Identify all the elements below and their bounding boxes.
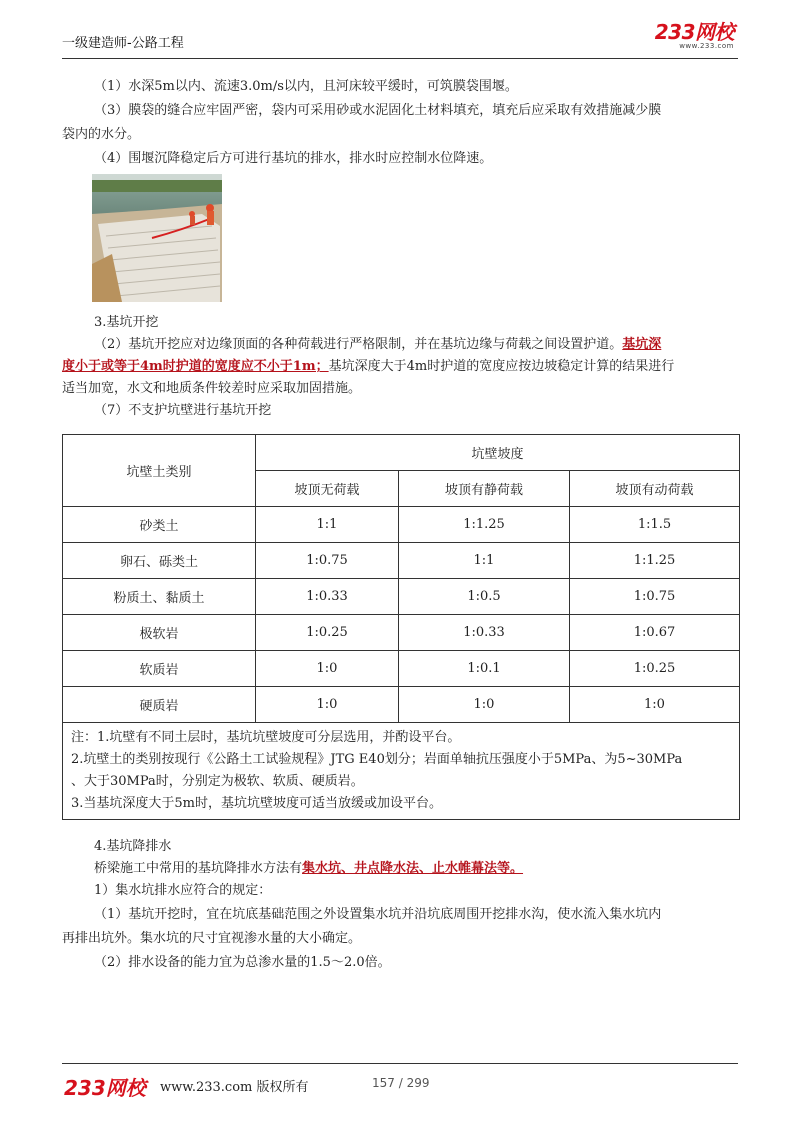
table-cell: 1:0.25 — [256, 615, 399, 651]
section-3-p1-emphasis-2: 度小于或等于4m时护道的宽度应不小于1m； — [62, 359, 329, 374]
table-cell-soil-type: 砂类土 — [63, 507, 256, 543]
table-cell: 1:1 — [399, 543, 570, 579]
table-cell: 1:0.1 — [399, 651, 570, 687]
brand-logo[interactable] — [655, 22, 734, 50]
table-notes-row — [63, 723, 740, 820]
table-cell: 1:1.25 — [570, 543, 740, 579]
table-cell-soil-type: 软质岩 — [63, 651, 256, 687]
page-header-title: 一级建造师-公路工程 — [62, 36, 184, 51]
footer-logo[interactable]: 233网校 — [64, 1076, 146, 1100]
table-cell: 1:0 — [570, 687, 740, 723]
table-note-3: 3.当基坑深度大于5m时，基坑坑壁坡度可适当放缓或加设平台。 — [71, 796, 443, 811]
section-4-heading: 4.基坑降排水 — [94, 839, 172, 854]
cofferdam-photo — [92, 174, 222, 302]
section-3-paragraph-1-line-2 — [62, 356, 674, 378]
section-4-paragraph-3b: 再排出坑外。集水坑的尺寸宜视渗水量的大小确定。 — [62, 931, 362, 946]
section-3-heading: 3.基坑开挖 — [94, 315, 159, 330]
intro-paragraph-2b: 袋内的水分。 — [62, 127, 141, 142]
table-cell: 1:0.75 — [256, 543, 399, 579]
table-subheader-dynamic-load: 坡顶有动荷载 — [570, 471, 740, 507]
intro-paragraph-1: （1）水深5m以内、流速3.0m/s以内，且河床较平缓时，可筑膜袋围堰。 — [94, 79, 518, 94]
table-row — [63, 543, 740, 579]
section-4-paragraph-2: 1）集水坑排水应符合的规定： — [94, 883, 272, 898]
table-cell: 1:0 — [256, 651, 399, 687]
page-header — [62, 22, 738, 59]
brand-logo-url: www.233.com — [679, 42, 734, 50]
brand-logo-mark: 233网校 — [654, 20, 734, 44]
table-cell: 1:0.75 — [570, 579, 740, 615]
table-cell: 1:0.5 — [399, 579, 570, 615]
section-3-paragraph-1-line-3: 适当加宽，水文和地质条件较差时应采取加固措施。 — [62, 381, 362, 396]
table-header-slope-group: 坑壁坡度 — [256, 435, 740, 471]
footer-copyright: www.233.com 版权所有 — [160, 1080, 309, 1095]
table-note-2a: 2.坑壁土的类别按现行《公路土工试验规程》JTG E40划分；岩面单轴抗压强度小于5MPa、为5~30MPa — [71, 752, 683, 767]
table-cell: 1:0.33 — [399, 615, 570, 651]
table-cell: 1:1.5 — [570, 507, 740, 543]
table-cell: 1:1.25 — [399, 507, 570, 543]
table-cell: 1:1 — [256, 507, 399, 543]
table-subheader-no-load: 坡顶无荷载 — [256, 471, 399, 507]
table-header-soil-type: 坑壁土类别 — [63, 435, 256, 507]
section-3-paragraph-2: （7）不支护坑壁进行基坑开挖 — [94, 403, 272, 418]
section-4-p1-start: 桥梁施工中常用的基坑降排水方法有 — [94, 861, 303, 876]
page-number: 157 / 299 — [372, 1076, 430, 1090]
table-row — [63, 615, 740, 651]
table-row — [63, 507, 740, 543]
section-3-p1-rest: 基坑深度大于4m时护道的宽度应按边坡稳定计算的结果进行 — [328, 359, 675, 374]
table-note-1: 注：1.坑壁有不同土层时，基坑坑壁坡度可分层选用，并酌设平台。 — [71, 730, 461, 745]
table-cell: 1:0.33 — [256, 579, 399, 615]
table-cell: 1:0.67 — [570, 615, 740, 651]
section-4-p1-emphasis: 集水坑、井点降水法、止水帷幕法等。 — [302, 861, 524, 876]
table-cell: 1:0.25 — [570, 651, 740, 687]
table-row — [63, 687, 740, 723]
table-cell-soil-type: 硬质岩 — [63, 687, 256, 723]
section-4-paragraph-3: （1）基坑开挖时，宜在坑底基础范围之外设置集水坑并沿坑底周围开挖排水沟，使水流入集水坑内 — [94, 907, 662, 922]
table-subheader-static-load: 坡顶有静荷载 — [399, 471, 570, 507]
table-cell-soil-type: 极软岩 — [63, 615, 256, 651]
table-cell-soil-type: 卵石、砾类土 — [63, 543, 256, 579]
table-notes — [63, 723, 740, 820]
table-cell-soil-type: 粉质土、黏质土 — [63, 579, 256, 615]
table-row — [63, 579, 740, 615]
table-note-2b: 、大于30MPa时，分别定为极软、软质、硬质岩。 — [71, 774, 364, 789]
section-4-paragraph-4: （2）排水设备的能力宜为总渗水量的1.5～2.0倍。 — [94, 955, 391, 970]
section-3-p1-emphasis-1: 基坑深 — [622, 337, 662, 352]
table-cell: 1:0 — [399, 687, 570, 723]
table-cell: 1:0 — [256, 687, 399, 723]
section-4-paragraph-1 — [94, 858, 523, 880]
table-row — [63, 651, 740, 687]
slope-ratio-table — [62, 434, 740, 820]
intro-paragraph-3: （4）围堰沉降稳定后方可进行基坑的排水，排水时应控制水位降速。 — [94, 151, 493, 166]
section-3-paragraph-1-line-1 — [94, 334, 661, 356]
footer-divider — [62, 1063, 738, 1064]
section-3-p1-start: （2）基坑开挖应对边缘顶面的各种荷载进行严格限制，并在基坑边缘与荷载之间设置护道。 — [94, 337, 623, 352]
intro-paragraph-2a: （3）膜袋的缝合应牢固严密，袋内可采用砂或水泥固化土材料填充，填充后应采取有效措施减少膜 — [94, 103, 662, 118]
